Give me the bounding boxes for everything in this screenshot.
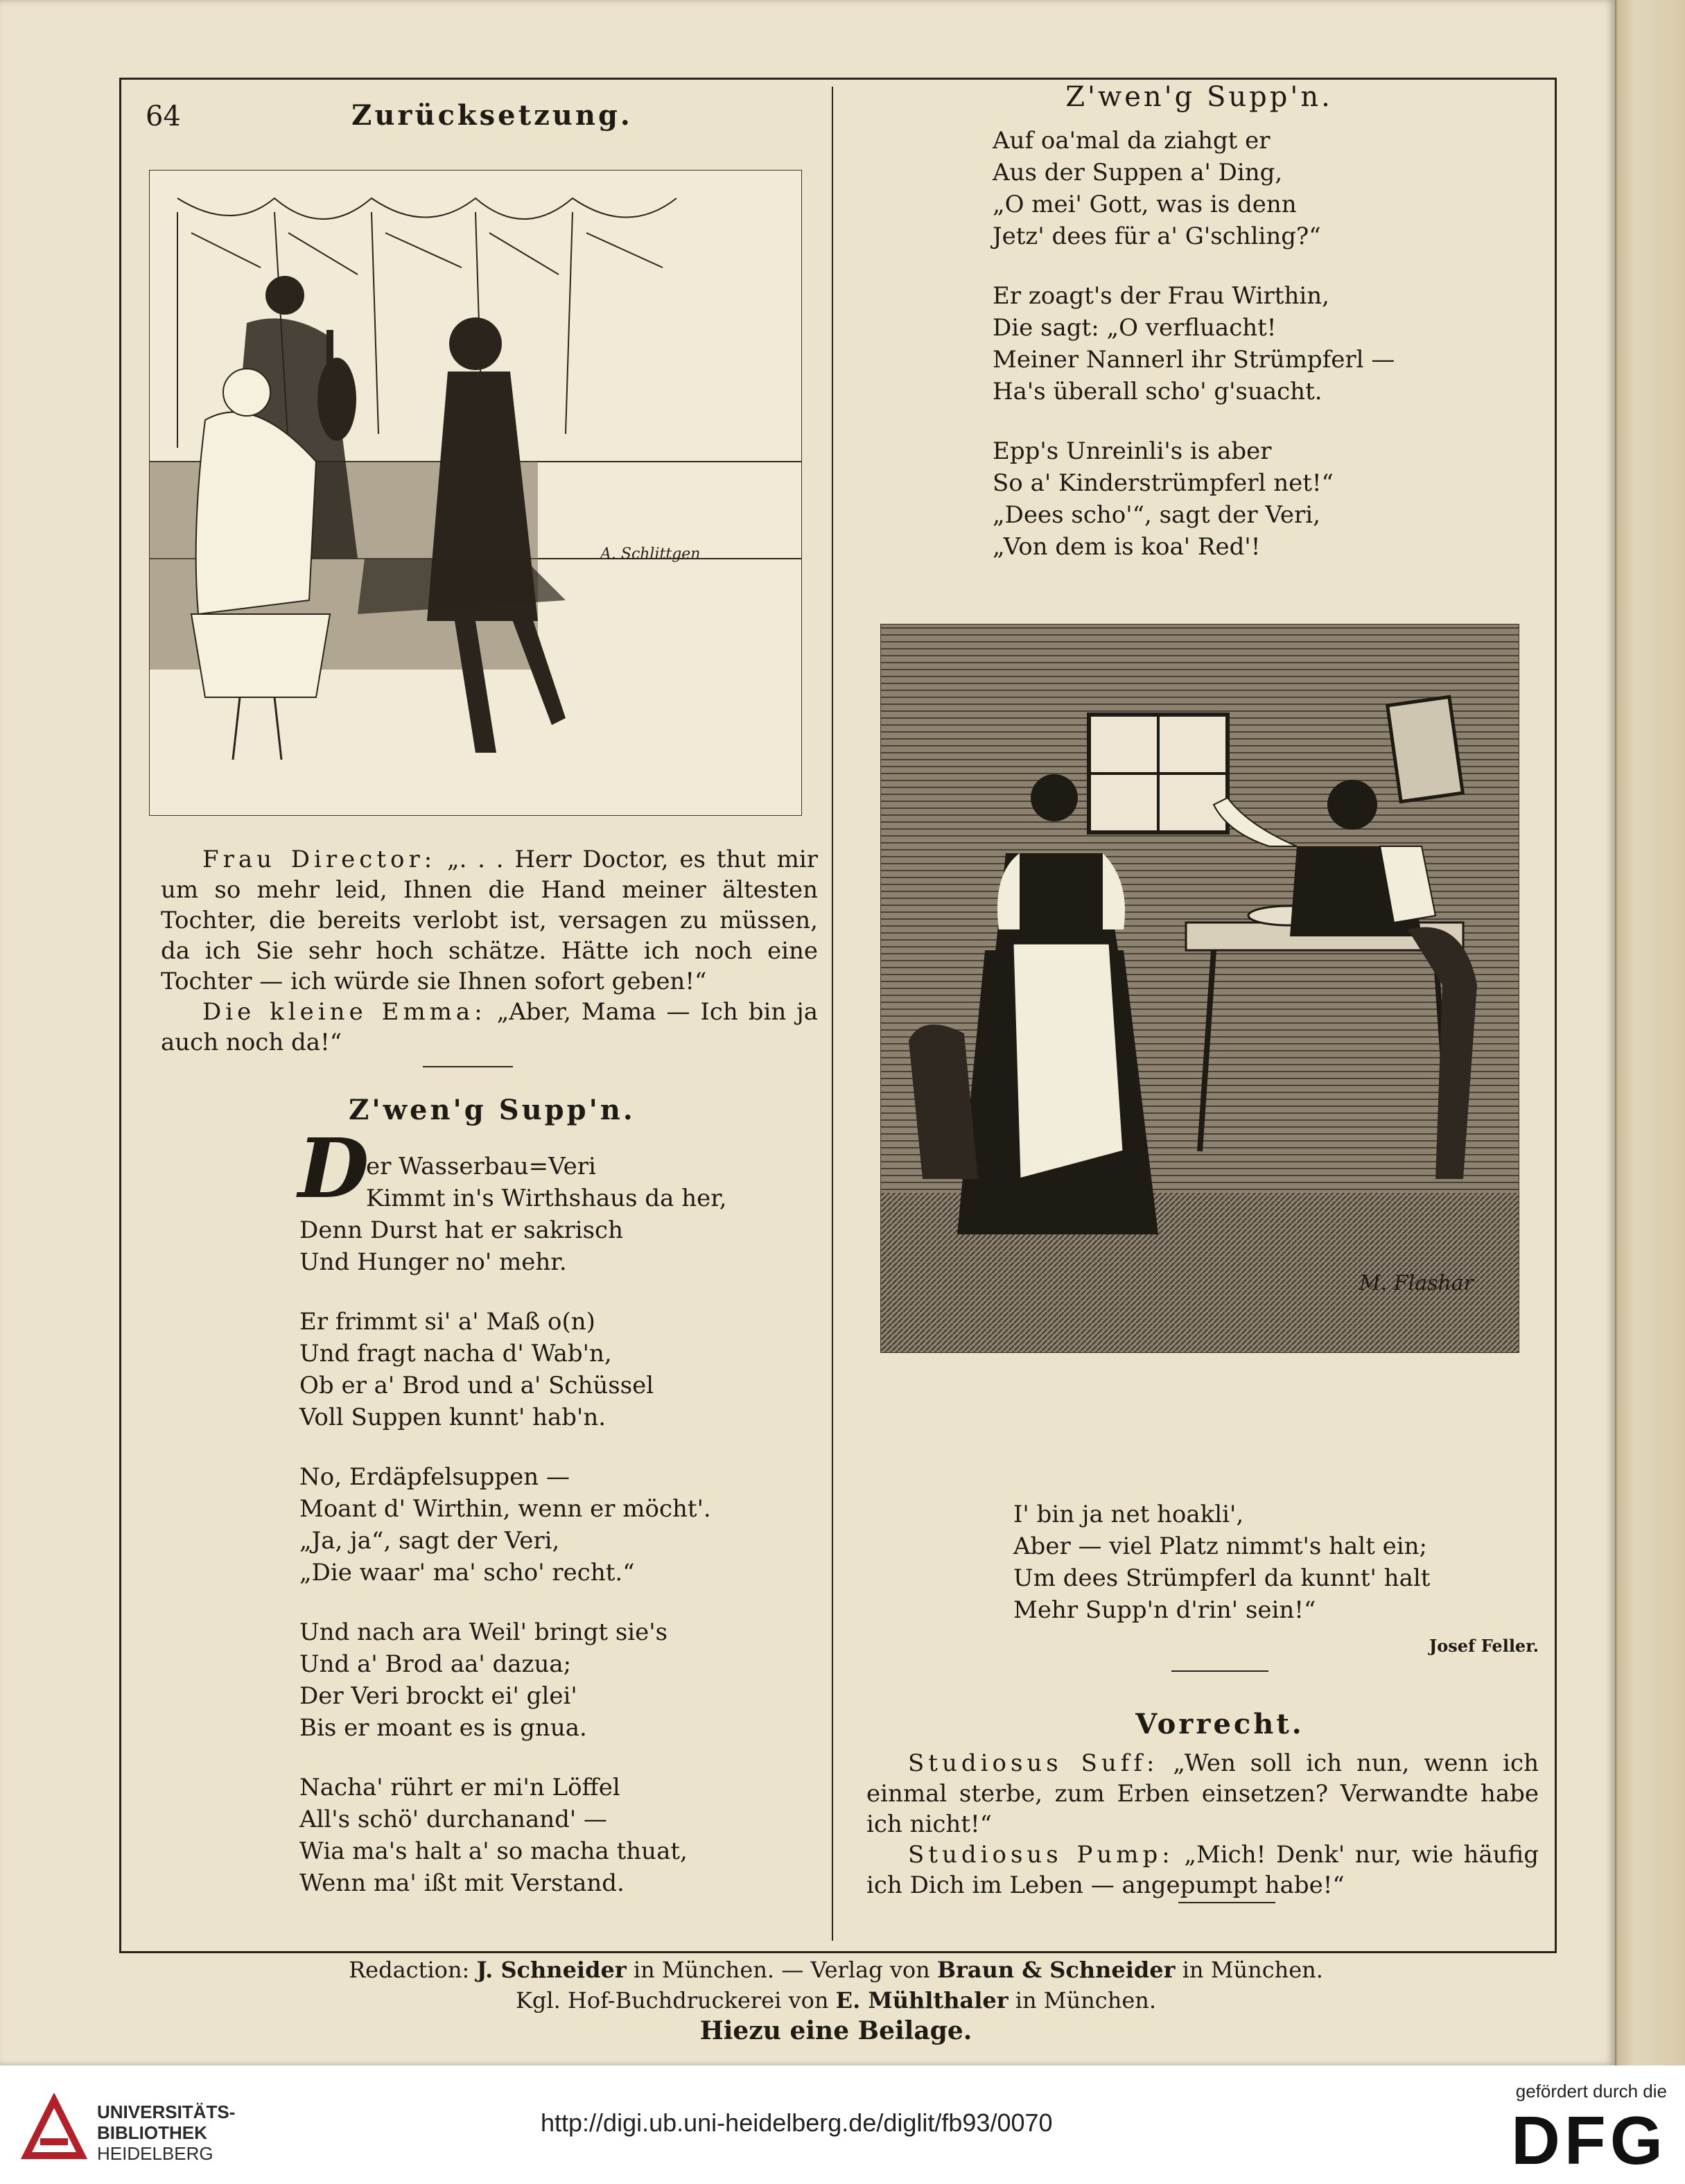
- right-poem-top: [993, 125, 1478, 591]
- poem-line: I' bin ja net hoakli',: [1013, 1501, 1244, 1528]
- imprint-text: in München. — Verlag von: [626, 1957, 937, 1983]
- stanza-8: [993, 435, 1478, 563]
- vorrecht-paragraph-1: [866, 1748, 1539, 1840]
- poem-line: Bis er moant es is gnua.: [299, 1714, 587, 1742]
- university-library-name: [97, 2102, 235, 2164]
- uni-name-line: BIBLIOTHEK: [97, 2122, 207, 2143]
- poem-line: Wia ma's halt a' so macha thuat,: [299, 1837, 688, 1865]
- poem-line: Epp's Unreinli's is aber: [993, 437, 1272, 465]
- poem-line: Und Hunger no' mehr.: [299, 1248, 567, 1276]
- separator-rule: [1178, 1902, 1275, 1903]
- poem-line: Aus der Suppen a' Ding,: [993, 159, 1283, 186]
- poem-line: Und nach ara Weil' bringt sie's: [299, 1618, 668, 1646]
- dropcap-letter: D: [298, 1120, 369, 1216]
- poem-line: Voll Suppen kunnt' hab'n.: [299, 1404, 606, 1431]
- poem-line: „O mei' Gott, was is denn: [993, 191, 1297, 218]
- imprint-text: in München.: [1008, 1987, 1157, 2013]
- stanza-6: [993, 125, 1478, 252]
- stanza-4: [299, 1616, 785, 1744]
- poem-line: Kimmt in's Wirthshaus da her,: [366, 1185, 727, 1212]
- left-poem-title: Z'wen'g Supp'n.: [349, 1094, 636, 1126]
- page-number: 64: [146, 101, 181, 132]
- poem-line: Ob er a' Brod und a' Schüssel: [299, 1372, 654, 1399]
- column-divider: [832, 87, 833, 1941]
- speaker-frau-director: Frau Director:: [202, 846, 437, 873]
- poem-line: Er zoagt's der Frau Wirthin,: [993, 282, 1329, 310]
- dfg-logo: DFG: [1511, 2102, 1667, 2178]
- poem-line: No, Erdäpfelsuppen —: [299, 1463, 570, 1491]
- imprint-printer: E. Mühlthaler: [835, 1987, 1009, 2013]
- vorrecht-text-2: „Mich! Denk' nur, wie häufig ich Dich im Leben — angepumpt habe!“: [866, 1841, 1539, 1899]
- digitization-footer: [0, 2065, 1685, 2184]
- imprint-line-2: [119, 1985, 1553, 2016]
- imprint-editor: J. Schneider: [476, 1957, 627, 1983]
- dialog-paragraph-1: [161, 844, 818, 997]
- right-illustration-signature: M. Flashar: [1359, 1271, 1474, 1295]
- uni-name-line: UNIVERSITÄTS-: [97, 2102, 236, 2122]
- poem-line: Meiner Nannerl ihr Strümpferl —: [993, 346, 1395, 374]
- stanza-7: [993, 280, 1478, 408]
- left-dialog: [161, 844, 818, 1058]
- dialog-paragraph-2: [161, 997, 818, 1058]
- poem-line: Um dees Strümpferl da kunnt' halt: [1013, 1564, 1431, 1592]
- imprint: [119, 1955, 1553, 2046]
- imprint-text: Kgl. Hof-Buchdruckerei von: [515, 1987, 836, 2013]
- poem-line: Und a' Brod aa' dazua;: [299, 1650, 572, 1678]
- illustration-drawing-room: [149, 170, 802, 816]
- poem-line: Jetz' dees für a' G'schling?“: [993, 222, 1321, 250]
- left-title: Zurücksetzung.: [351, 99, 633, 132]
- right-poem-bottom: [1013, 1499, 1512, 1654]
- separator-rule: [423, 1066, 513, 1067]
- poem-line: „Dees scho'“, sagt der Veri,: [993, 501, 1320, 529]
- poem-line: Der Veri brockt ei' glei': [299, 1682, 577, 1710]
- poem-line: All's schö' durchanand' —: [299, 1806, 608, 1833]
- poem-line: Wenn ma' ißt mit Verstand.: [299, 1869, 625, 1897]
- imprint-publisher: Braun & Schneider: [936, 1957, 1176, 1983]
- poem-line: Moant d' Wirthin, wenn er möcht'.: [299, 1495, 711, 1523]
- book-page-edge: [1608, 0, 1685, 2065]
- stanza-3: [299, 1461, 785, 1589]
- poem-line: „Ja, ja“, sagt der Veri,: [299, 1527, 560, 1555]
- poem-line: Er frimmt si' a' Maß o(n): [299, 1308, 595, 1336]
- stanza-9: [1013, 1499, 1512, 1626]
- university-library-logo-icon: [19, 2093, 89, 2163]
- poem-line: Auf oa'mal da ziahgt er: [993, 127, 1271, 155]
- imprint-text: in München.: [1175, 1957, 1323, 1983]
- poem-line: „Die waar' ma' scho' recht.“: [299, 1559, 635, 1587]
- left-illustration-signature: A. Schlittgen: [600, 545, 701, 563]
- vorrecht-paragraph-2: [866, 1840, 1539, 1901]
- poem-line: Denn Durst hat er sakrisch: [299, 1216, 623, 1244]
- stanza-1: [299, 1151, 785, 1278]
- poem-author: Josef Feller.: [1429, 1636, 1539, 1656]
- poem-line: Mehr Supp'n d'rin' sein!“: [1013, 1596, 1316, 1624]
- stanza-5: [299, 1772, 785, 1899]
- poem-line: Aber — viel Platz nimmt's halt ein;: [1013, 1532, 1427, 1560]
- funding-label: gefördert durch die: [1515, 2081, 1667, 2102]
- illustration-tavern-scene: [880, 624, 1519, 1353]
- vorrecht-title: Vorrecht.: [1135, 1708, 1304, 1740]
- poem-line: Und fragt nacha d' Wab'n,: [299, 1340, 612, 1368]
- uni-name-line: HEIDELBERG: [97, 2143, 213, 2164]
- imprint-text: Redaction:: [349, 1957, 477, 1983]
- left-poem: [299, 1151, 785, 1927]
- right-title: Z'wen'g Supp'n.: [1065, 81, 1333, 113]
- permalink-url[interactable]: http://digi.ub.uni-heidelberg.de/diglit/fb93/0070: [541, 2108, 1053, 2137]
- dialog-text-1: „. . . Herr Doctor, es thut mir um so mehr leid, Ihnen die Hand meiner ältesten Tochter, die bereits verlobt ist, versagen zu müssen, da ich Sie sehr hoch schätze. Hätte ich noch eine Tochter — ich würde sie Ihnen sofort geben!“: [161, 846, 818, 995]
- stanza-2: [299, 1306, 785, 1433]
- poem-line: er Wasserbau=Veri: [366, 1153, 596, 1180]
- imprint-line-1: [119, 1955, 1553, 1985]
- speaker-pump: Studiosus Pump:: [908, 1841, 1174, 1869]
- speaker-suff: Studiosus Suff:: [908, 1749, 1159, 1777]
- poem-line: Die sagt: „O verfluacht!: [993, 314, 1277, 342]
- poem-line: „Von dem is koa' Red'!: [993, 533, 1261, 561]
- vorrecht-text: [866, 1748, 1539, 1901]
- poem-line: So a' Kinderstrümpferl net!“: [993, 469, 1334, 497]
- poem-line: Nacha' rührt er mi'n Löffel: [299, 1774, 620, 1801]
- separator-rule: [1171, 1670, 1268, 1672]
- imprint-line-3: Hiezu eine Beilage.: [699, 2016, 972, 2045]
- vorrecht-text-1: „Wen soll ich nun, wenn ich einmal sterbe, zum Erben einsetzen? Verwandte habe ich nicht!“: [866, 1749, 1539, 1838]
- poem-line: Ha's überall scho' g'suacht.: [993, 378, 1322, 405]
- speaker-emma: Die kleine Emma:: [202, 998, 487, 1026]
- dialog-text-2: „Aber, Mama — Ich bin ja auch noch da!“: [161, 998, 818, 1056]
